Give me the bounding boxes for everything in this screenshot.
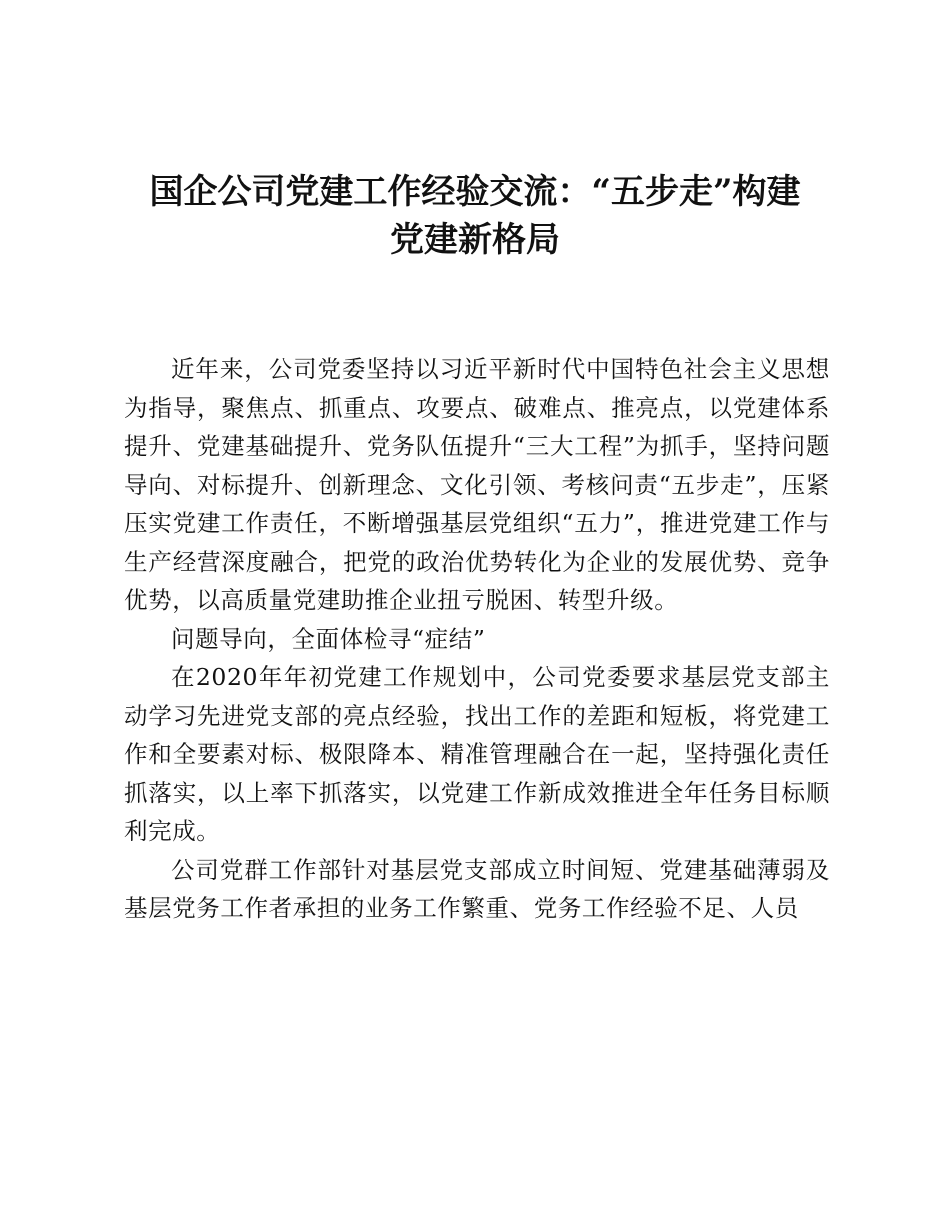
section-heading-problem-oriented: 问题导向，全面体检寻“症结” [171, 624, 486, 653]
paragraph-intro: 近年来，公司党委坚持以习近平新时代中国特色社会主义思想为指导，聚焦点、抓重点、攻要点、破难点、推亮点，以党建体系提升、党建基础提升、党务队伍提升“三大工程”为抓手，坚持问题导向、对标提升、创新理念、文化引领、考核问责“五步走”，压紧压实党建工作责任，不断增强基层党组织“五力”，推进党建工作与生产经营深度融合，把党的政治优势转化为企业的发展优势、竞争优势，以高质量党建助推企业扭亏脱困、转型升级。 [124, 355, 830, 614]
document-title [100, 168, 850, 264]
document-body [124, 350, 830, 928]
paragraph-party-work-dept: 公司党群工作部针对基层党支部成立时间短、党建基础薄弱及基层党务工作者承担的业务工作繁重、党务工作经验不足、人员 [124, 855, 830, 922]
title-line-1: 国企公司党建工作经验交流：“五步走”构建 [149, 172, 801, 212]
title-line-2: 党建新格局 [390, 220, 560, 260]
paragraph-plan-2020: 在2020年年初党建工作规划中，公司党委要求基层党支部主动学习先进党支部的亮点经验，找出工作的差距和短板，将党建工作和全要素对标、极限降本、精准管理融合在一起，坚持强化责任抓落实，以上率下抓落实，以党建工作新成效推进全年任务目标顺利完成。 [124, 663, 830, 845]
